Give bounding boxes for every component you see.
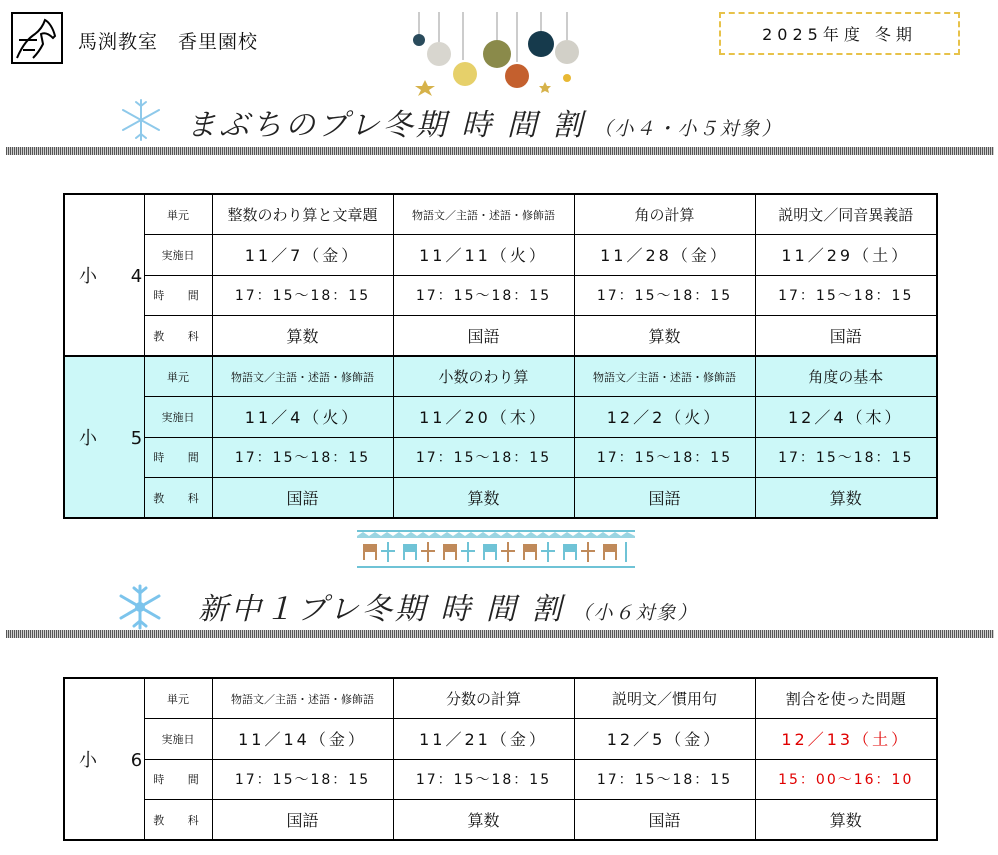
time-cell: 17：15〜18：15	[755, 437, 937, 478]
unit-cell: 角度の基本	[755, 356, 937, 397]
table-row-time	[64, 759, 937, 800]
time-cell: 17：15〜18：15	[755, 275, 937, 316]
section-title: まぶちのプレ冬期 時 間 割	[186, 108, 586, 143]
section-subtitle: （小６対象）	[572, 602, 699, 624]
date-cell: 12／4（木）	[755, 397, 937, 438]
table-row-unit	[64, 678, 937, 719]
time-cell: 17：15〜18：15	[393, 437, 574, 478]
subject-cell: 国語	[393, 316, 574, 357]
section-heading-prewinter	[186, 100, 783, 144]
date-cell: 12／2（火）	[574, 397, 755, 438]
date-cell: 11／14（金）	[212, 719, 393, 760]
unit-cell: 物語文／主語・述語・修飾語	[393, 194, 574, 235]
unit-cell: 物語文／主語・述語・修飾語	[574, 356, 755, 397]
unit-cell: 物語文／主語・述語・修飾語	[212, 678, 393, 719]
date-cell: 11／11（火）	[393, 235, 574, 276]
table-row-date	[64, 719, 937, 760]
grade-block-4	[64, 194, 937, 356]
row-label-unit: 単元	[144, 678, 212, 719]
row-label-subject: 教 科	[144, 800, 212, 841]
unit-cell: 割合を使った問題	[755, 678, 937, 719]
table-row-subject	[64, 478, 937, 519]
unit-cell: 分数の計算	[393, 678, 574, 719]
row-label-subject: 教 科	[144, 478, 212, 519]
grade-label: 小 4	[64, 194, 144, 356]
snowflake-icon	[119, 98, 163, 142]
time-cell: 15：00〜16：10	[755, 759, 937, 800]
time-cell: 17：15〜18：15	[574, 437, 755, 478]
unit-cell: 角の計算	[574, 194, 755, 235]
unit-cell: 整数のわり算と文章題	[212, 194, 393, 235]
table-row-unit	[64, 194, 937, 235]
time-cell: 17：15〜18：15	[212, 759, 393, 800]
grade-label: 小 6	[64, 678, 144, 840]
date-cell: 11／4（火）	[212, 397, 393, 438]
date-cell: 11／21（金）	[393, 719, 574, 760]
subject-cell: 算数	[755, 800, 937, 841]
time-cell: 17：15〜18：15	[574, 759, 755, 800]
subject-cell: 国語	[574, 800, 755, 841]
date-cell: 12／13（土）	[755, 719, 937, 760]
term-badge: 2025年度 冬期	[719, 12, 960, 55]
row-label-date: 実施日	[144, 397, 212, 438]
subject-cell: 算数	[212, 316, 393, 357]
row-label-time: 時 間	[144, 759, 212, 800]
section-subtitle: （小４・小５対象）	[593, 118, 783, 140]
time-cell: 17：15〜18：15	[393, 275, 574, 316]
subject-cell: 国語	[574, 478, 755, 519]
date-cell: 11／7（金）	[212, 235, 393, 276]
row-label-unit: 単元	[144, 194, 212, 235]
reindeer-pattern-icon	[357, 530, 635, 568]
date-cell: 12／5（金）	[574, 719, 755, 760]
date-cell: 11／29（土）	[755, 235, 937, 276]
subject-cell: 算数	[574, 316, 755, 357]
subject-cell: 算数	[393, 478, 574, 519]
grade-label: 小 5	[64, 356, 144, 518]
row-label-unit: 単元	[144, 356, 212, 397]
timetable-grade-6	[63, 677, 938, 841]
unit-cell: 説明文／同音異義語	[755, 194, 937, 235]
ornament-balls-icon	[405, 12, 585, 96]
row-label-time: 時 間	[144, 275, 212, 316]
table-row-date	[64, 235, 937, 276]
table-row-subject	[64, 800, 937, 841]
subject-cell: 国語	[212, 800, 393, 841]
time-cell: 17：15〜18：15	[393, 759, 574, 800]
table-row-unit	[64, 356, 937, 397]
divider	[6, 630, 994, 638]
unit-cell: 説明文／慣用句	[574, 678, 755, 719]
section-title: 新中１プレ冬期 時 間 割	[198, 592, 565, 627]
subject-cell: 国語	[212, 478, 393, 519]
horse-logo-icon	[11, 12, 63, 64]
table-row-time	[64, 437, 937, 478]
subject-cell: 算数	[755, 478, 937, 519]
time-cell: 17：15〜18：15	[574, 275, 755, 316]
grade-block-5	[64, 356, 937, 518]
row-label-date: 実施日	[144, 235, 212, 276]
time-cell: 17：15〜18：15	[212, 437, 393, 478]
snowflake-icon	[116, 583, 164, 631]
date-cell: 11／20（木）	[393, 397, 574, 438]
table-row-subject	[64, 316, 937, 357]
divider	[6, 147, 994, 155]
unit-cell: 物語文／主語・述語・修飾語	[212, 356, 393, 397]
grade-block-6	[64, 678, 937, 840]
unit-cell: 小数のわり算	[393, 356, 574, 397]
table-row-time	[64, 275, 937, 316]
table-row-date	[64, 397, 937, 438]
school-name: 馬渕教室 香里園校	[78, 31, 259, 53]
time-cell: 17：15〜18：15	[212, 275, 393, 316]
section-heading-new-junior-high	[198, 584, 699, 628]
row-label-time: 時 間	[144, 437, 212, 478]
subject-cell: 国語	[755, 316, 937, 357]
row-label-subject: 教 科	[144, 316, 212, 357]
subject-cell: 算数	[393, 800, 574, 841]
timetable-grade-4-5	[63, 193, 938, 519]
date-cell: 11／28（金）	[574, 235, 755, 276]
row-label-date: 実施日	[144, 719, 212, 760]
